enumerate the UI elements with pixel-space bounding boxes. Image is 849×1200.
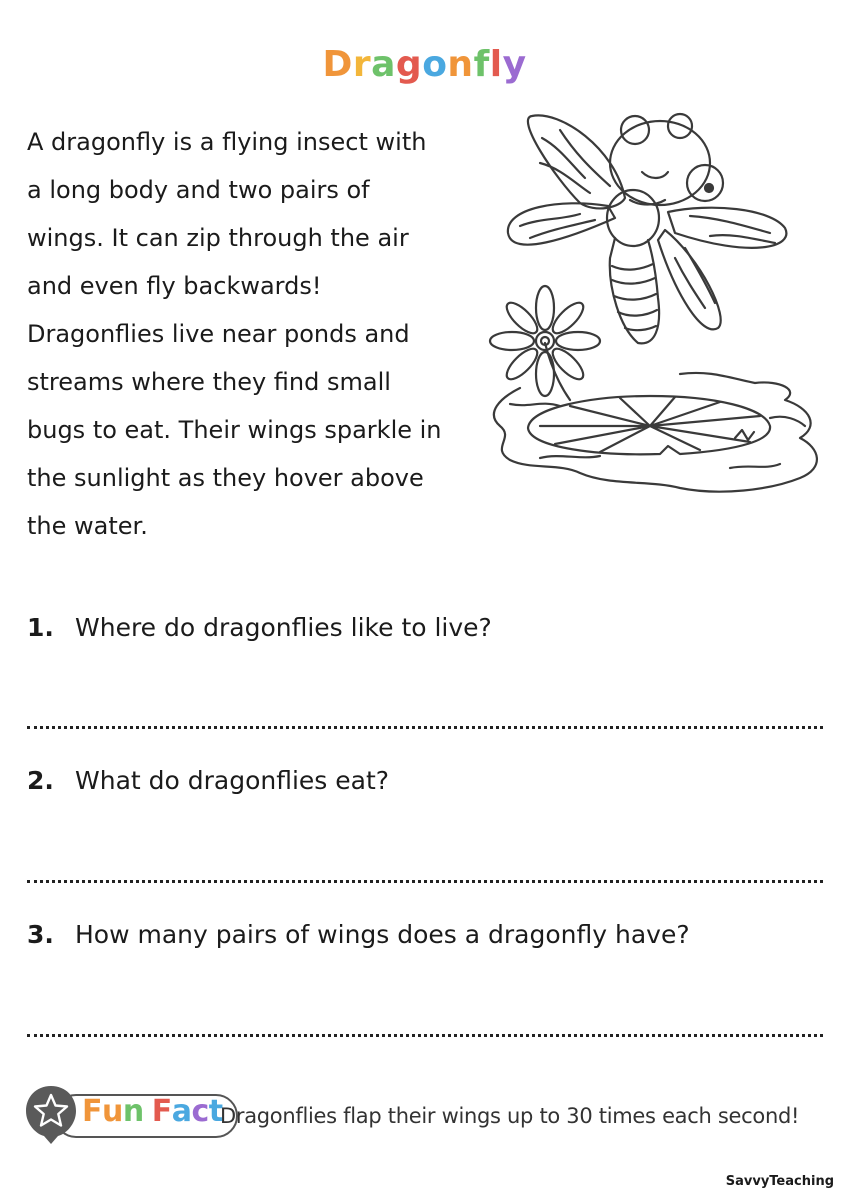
question-2	[27, 766, 389, 795]
fun-fact-box	[24, 1084, 824, 1152]
passage-line: Dragonflies live near ponds and	[27, 320, 410, 348]
question-text: How many pairs of wings does a dragonfly have?	[75, 920, 690, 949]
fun-fact-letter: t	[208, 1094, 223, 1129]
fun-fact-letter: F	[82, 1094, 102, 1129]
passage-line: bugs to eat. Their wings sparkle in	[27, 416, 442, 444]
passage-line: the water.	[27, 512, 148, 540]
fun-fact-text: Dragonflies flap their wings up to 30 times each second!	[220, 1104, 800, 1128]
passage-line: wings. It can zip through the air	[27, 224, 409, 252]
question-text: What do dragonflies eat?	[75, 766, 390, 795]
question-3	[27, 920, 690, 949]
fun-fact-letter: n	[122, 1094, 144, 1129]
fun-fact-label	[82, 1094, 223, 1129]
title-letter: g	[395, 44, 423, 85]
reading-passage	[27, 118, 457, 550]
fun-fact-letter: F	[151, 1094, 172, 1129]
passage-line: A dragonfly is a flying insect with	[27, 128, 427, 156]
question-number: 3.	[27, 920, 54, 949]
brand-footer: SavvyTeaching	[725, 1174, 834, 1189]
question-number: 2.	[27, 766, 54, 795]
question-number: 1.	[27, 613, 54, 642]
title-letter: n	[447, 44, 474, 85]
passage-line: and even fly backwards!	[27, 272, 322, 300]
title-letter: y	[502, 44, 527, 85]
answer-line-1[interactable]	[27, 726, 823, 729]
passage-line: streams where they find small	[27, 368, 391, 396]
question-text: Where do dragonflies like to live?	[75, 613, 492, 642]
title-letter: D	[322, 44, 353, 85]
fun-fact-letter: a	[171, 1094, 192, 1129]
title-letter: a	[371, 44, 396, 85]
title-letter: r	[352, 44, 372, 85]
title-letter: l	[489, 44, 503, 85]
fun-fact-letter: c	[191, 1094, 209, 1129]
title-letter: o	[422, 44, 448, 85]
fun-fact-letter: u	[102, 1094, 123, 1129]
answer-line-2[interactable]	[27, 880, 823, 883]
passage-line: the sunlight as they hover above	[27, 464, 424, 492]
answer-line-3[interactable]	[27, 1034, 823, 1037]
passage-line: a long body and two pairs of	[27, 176, 370, 204]
question-1	[27, 613, 492, 642]
dragonfly-lilypad-icon	[480, 108, 830, 508]
title-letter: f	[473, 44, 490, 85]
star-icon	[24, 1084, 78, 1144]
page-title	[0, 44, 849, 85]
